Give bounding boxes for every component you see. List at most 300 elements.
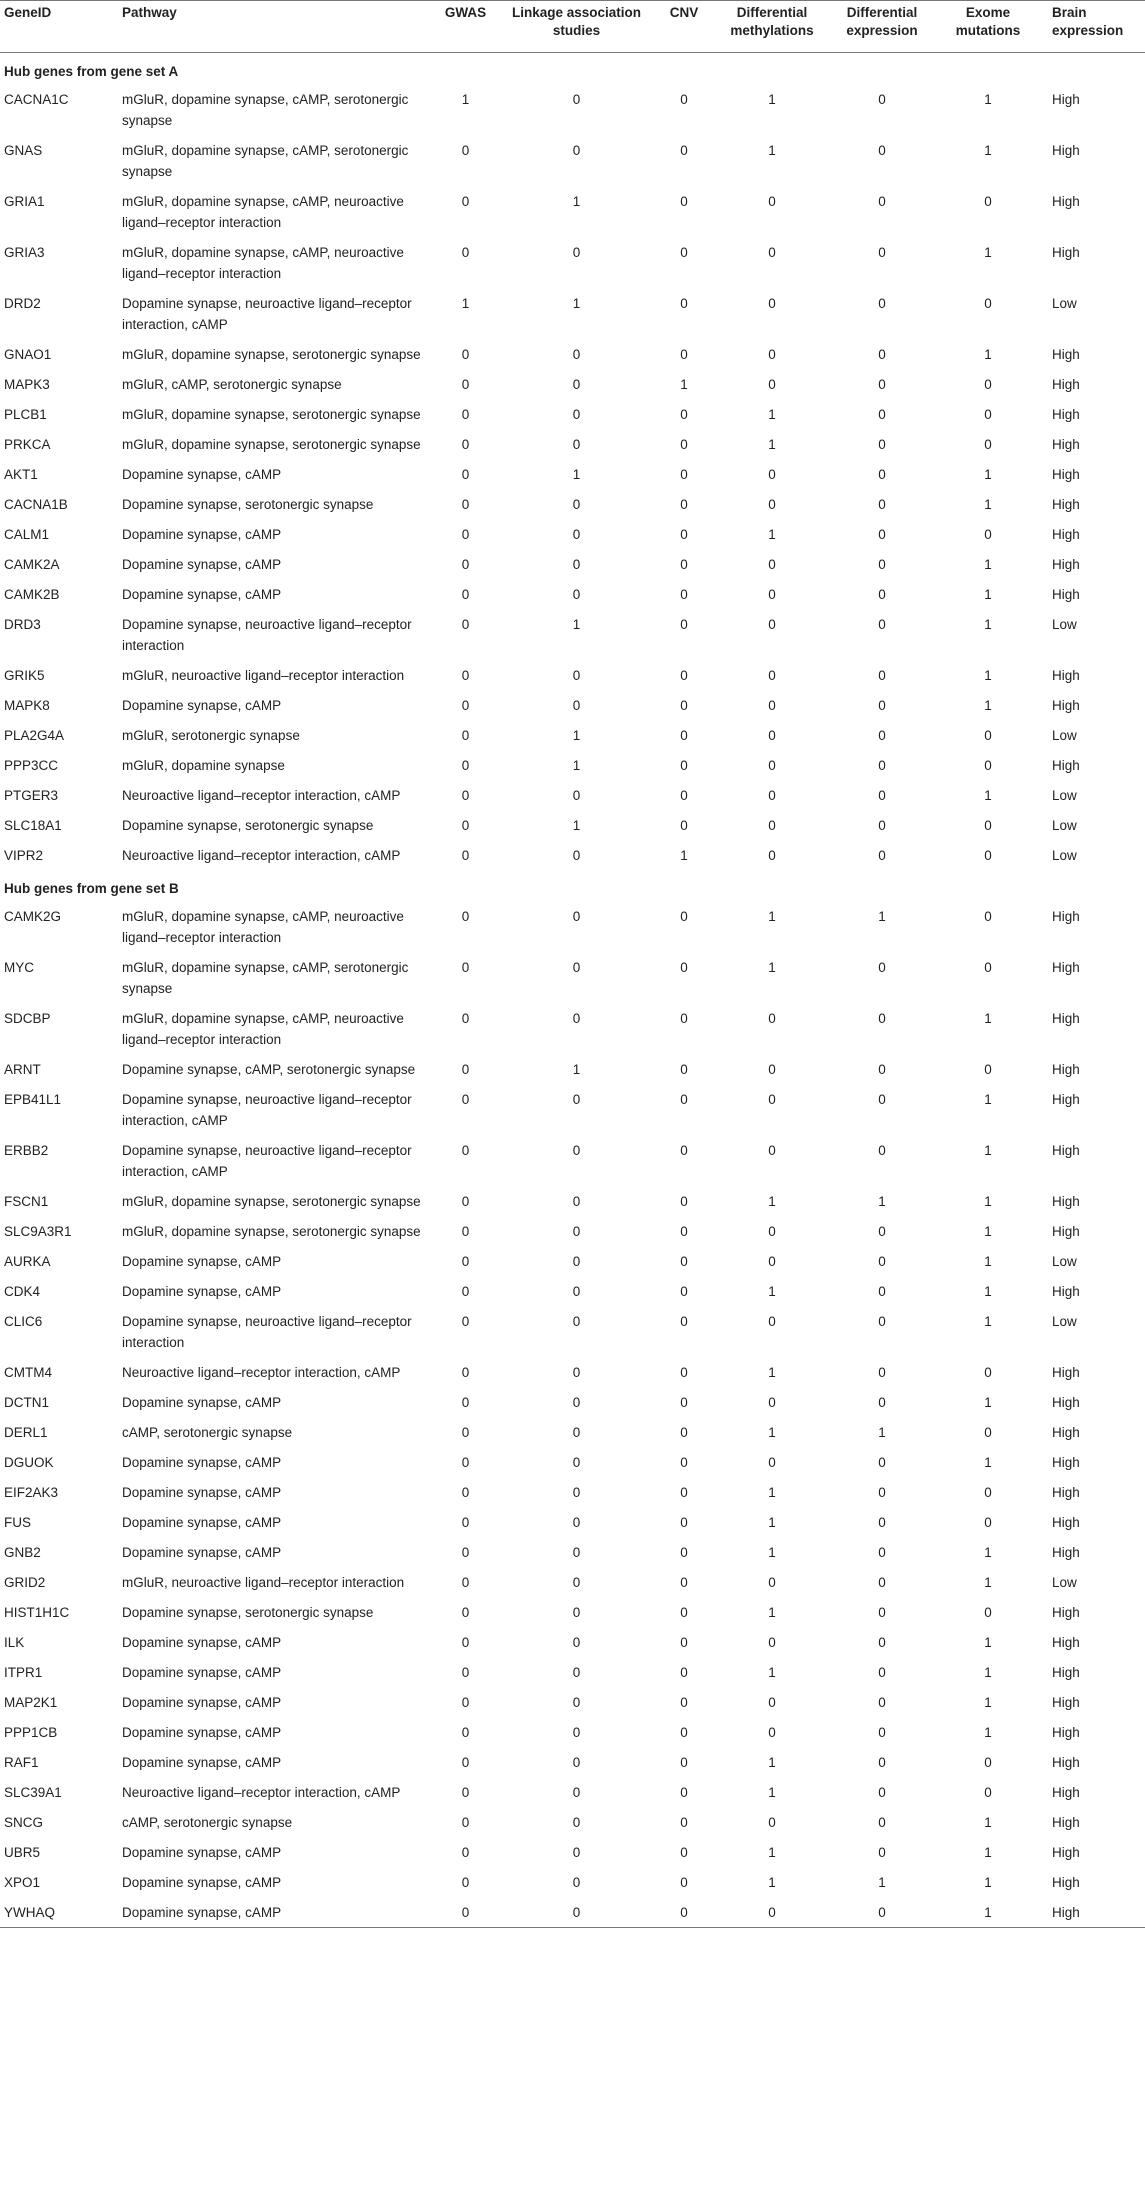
cell-linkage: 0: [572, 1845, 581, 1860]
cell-exome-mutations: 0: [984, 818, 992, 833]
cell-linkage: 0: [572, 1284, 581, 1299]
cell-brain-expression: High: [1052, 1875, 1080, 1890]
cell-pathway: mGluR, dopamine synapse, cAMP, neuroactive ligand–receptor interaction: [122, 1011, 404, 1047]
cell-gene-id: ILK: [4, 1635, 25, 1650]
cell-cnv: 0: [680, 1635, 688, 1650]
cell-gwas: 0: [461, 467, 470, 482]
cell-diff-expression: 0: [878, 1815, 886, 1830]
cell-diff-methylations: 1: [768, 1785, 776, 1800]
cell-diff-methylations: 0: [768, 587, 776, 602]
cell-diff-methylations: 0: [768, 194, 776, 209]
cell-diff-methylations: 0: [768, 1143, 776, 1158]
cell-cnv: 0: [680, 194, 688, 209]
table-row: [0, 1357, 1145, 1387]
table-row: [0, 720, 1145, 750]
cell-linkage: 0: [572, 1515, 581, 1530]
cell-gene-id: XPO1: [4, 1875, 41, 1890]
cell-gene-id: VIPR2: [4, 848, 44, 863]
cell-diff-expression: 0: [878, 1545, 886, 1560]
cell-gene-id: AKT1: [4, 467, 38, 482]
cell-gwas: 0: [461, 1224, 470, 1239]
cell-gene-id: SLC9A3R1: [4, 1224, 72, 1239]
cell-diff-expression: 0: [878, 1635, 886, 1650]
cell-diff-methylations: 0: [768, 245, 776, 260]
cell-gwas: 0: [461, 1605, 470, 1620]
cell-gwas: 0: [461, 1485, 470, 1500]
cell-brain-expression: High: [1052, 1545, 1080, 1560]
cell-diff-methylations: 0: [768, 467, 776, 482]
cell-gene-id: SDCBP: [4, 1011, 51, 1026]
table-row: [0, 1276, 1145, 1306]
cell-diff-expression: 0: [878, 437, 886, 452]
cell-pathway: Neuroactive ligand–receptor interaction, cAMP: [122, 848, 401, 863]
cell-gwas: 0: [461, 1194, 470, 1209]
cell-brain-expression: Low: [1052, 848, 1077, 863]
cell-diff-methylations: 0: [768, 497, 776, 512]
cell-cnv: 0: [680, 296, 688, 311]
cell-linkage: 0: [572, 1695, 581, 1710]
cell-linkage: 0: [572, 1194, 581, 1209]
cell-brain-expression: High: [1052, 1755, 1080, 1770]
cell-diff-expression: 1: [878, 909, 886, 924]
cell-pathway: mGluR, dopamine synapse, serotonergic synapse: [122, 437, 421, 452]
cell-gwas: 0: [461, 758, 470, 773]
cell-cnv: 0: [680, 1485, 688, 1500]
table-row: [0, 1507, 1145, 1537]
cell-diff-expression: 0: [878, 1455, 886, 1470]
cell-cnv: 0: [680, 1194, 688, 1209]
cell-pathway: Dopamine synapse, cAMP: [122, 467, 282, 482]
cell-linkage: 0: [572, 527, 581, 542]
cell-gene-id: GRID2: [4, 1575, 46, 1590]
cell-cnv: 0: [680, 587, 688, 602]
cell-brain-expression: High: [1052, 437, 1080, 452]
cell-gwas: 0: [461, 557, 470, 572]
cell-brain-expression: High: [1038, 1897, 1145, 1928]
cell-gwas: 0: [461, 1815, 470, 1830]
cell-pathway: mGluR, neuroactive ligand–receptor interaction: [122, 1575, 405, 1590]
cell-gwas: 0: [461, 527, 470, 542]
cell-diff-expression: 0: [878, 1254, 886, 1269]
cell-gene-id: PTGER3: [4, 788, 59, 803]
cell-gwas: 0: [428, 1897, 503, 1928]
cell-gene-id: UBR5: [4, 1845, 41, 1860]
cell-brain-expression: High: [1052, 1365, 1080, 1380]
cell-pathway: mGluR, dopamine synapse: [122, 758, 285, 773]
cell-gwas: 0: [461, 728, 470, 743]
table-row: [0, 1306, 1145, 1357]
cell-diff-expression: 0: [878, 1092, 886, 1107]
cell-cnv: 0: [680, 758, 688, 773]
cell-linkage: 0: [572, 848, 581, 863]
cell-diff-expression: 0: [878, 848, 886, 863]
cell-gene-id: DERL1: [4, 1425, 48, 1440]
cell-gwas: 0: [461, 788, 470, 803]
cell-diff-expression: 0: [878, 587, 886, 602]
cell-diff-methylations: 1: [768, 1875, 776, 1890]
cell-pathway: Dopamine synapse, cAMP: [122, 1515, 282, 1530]
cell-cnv: 0: [680, 467, 688, 482]
cell-linkage: 0: [572, 1224, 581, 1239]
cell-gwas: 0: [461, 245, 470, 260]
cell-diff-methylations: 1: [768, 1755, 776, 1770]
cell-exome-mutations: 0: [984, 1605, 992, 1620]
cell-gwas: 1: [461, 296, 470, 311]
cell-diff-methylations: 0: [768, 1011, 776, 1026]
cell-diff-methylations: 1: [768, 1545, 776, 1560]
cell-gene-id: FUS: [4, 1515, 31, 1530]
cell-diff-methylations: 1: [768, 407, 776, 422]
cell-diff-expression: 0: [878, 960, 886, 975]
section-header-row: [0, 870, 1145, 901]
cell-diff-methylations: 0: [768, 1725, 776, 1740]
cell-brain-expression: High: [1052, 909, 1080, 924]
cell-pathway: Dopamine synapse, neuroactive ligand–receptor interaction: [122, 1314, 412, 1350]
cell-exome-mutations: 1: [984, 617, 992, 632]
cell-diff-methylations: 0: [768, 1695, 776, 1710]
cell-gene-id: CAMK2G: [4, 909, 62, 924]
cell-gene-id: PRKCA: [4, 437, 51, 452]
cell-gwas: 0: [461, 1845, 470, 1860]
table-row: [0, 1717, 1145, 1747]
cell-gwas: 0: [461, 1635, 470, 1650]
cell-exome-mutations: 0: [984, 407, 992, 422]
cell-diff-methylations: 0: [768, 347, 776, 362]
cell-exome-mutations: 1: [984, 1695, 992, 1710]
cell-brain-expression: High: [1052, 1815, 1080, 1830]
cell-gene-id: CAMK2B: [4, 587, 60, 602]
cell-pathway: Dopamine synapse, neuroactive ligand–receptor interaction, cAMP: [122, 1092, 412, 1128]
cell-pathway: Dopamine synapse, cAMP: [122, 527, 282, 542]
cell-diff-methylations: 0: [768, 377, 776, 392]
cell-gene-id: CACNA1C: [4, 92, 69, 107]
header-cnv: CNV: [650, 1, 718, 53]
cell-cnv: 0: [680, 1062, 688, 1077]
header-gwas: GWAS: [428, 1, 503, 53]
cell-diff-expression: 0: [878, 1365, 886, 1380]
table-row: [0, 1387, 1145, 1417]
cell-diff-expression: 0: [878, 1785, 886, 1800]
cell-brain-expression: High: [1052, 467, 1080, 482]
table-row: [0, 780, 1145, 810]
cell-gwas: 0: [461, 1425, 470, 1440]
cell-brain-expression: High: [1052, 1485, 1080, 1500]
cell-gwas: 0: [461, 1365, 470, 1380]
cell-diff-methylations: 1: [768, 1425, 776, 1440]
cell-pathway: Dopamine synapse, cAMP: [122, 557, 282, 572]
cell-exome-mutations: 1: [984, 497, 992, 512]
cell-cnv: 0: [680, 1425, 688, 1440]
cell-gene-id: PLA2G4A: [4, 728, 65, 743]
table-row: [0, 1597, 1145, 1627]
cell-gwas: 0: [461, 909, 470, 924]
cell-diff-methylations: 0: [718, 1897, 826, 1928]
cell-pathway: Neuroactive ligand–receptor interaction, cAMP: [122, 1785, 401, 1800]
cell-brain-expression: High: [1052, 1695, 1080, 1710]
cell-brain-expression: Low: [1052, 617, 1077, 632]
cell-exome-mutations: 0: [984, 194, 992, 209]
header-pathway: Pathway: [118, 1, 428, 53]
cell-pathway: Dopamine synapse, cAMP: [122, 1875, 282, 1890]
cell-cnv: 0: [680, 1545, 688, 1560]
cell-gene-id: MAPK3: [4, 377, 50, 392]
cell-linkage: 0: [572, 497, 581, 512]
cell-linkage: 0: [572, 1314, 581, 1329]
cell-gwas: 0: [461, 1875, 470, 1890]
cell-exome-mutations: 1: [984, 467, 992, 482]
cell-linkage: 0: [572, 1143, 581, 1158]
cell-linkage: 0: [572, 377, 581, 392]
table-row: [0, 399, 1145, 429]
cell-cnv: 0: [680, 1875, 688, 1890]
cell-linkage: 0: [572, 437, 581, 452]
cell-brain-expression: High: [1052, 698, 1080, 713]
cell-diff-methylations: 1: [768, 1194, 776, 1209]
cell-gene-id: CMTM4: [4, 1365, 52, 1380]
cell-brain-expression: High: [1052, 1845, 1080, 1860]
cell-cnv: 0: [680, 497, 688, 512]
cell-brain-expression: High: [1052, 1605, 1080, 1620]
cell-brain-expression: High: [1052, 1194, 1080, 1209]
cell-linkage: 1: [572, 296, 581, 311]
cell-gene-id: GNAS: [4, 143, 43, 158]
cell-brain-expression: High: [1052, 1284, 1080, 1299]
cell-linkage: 0: [572, 557, 581, 572]
cell-diff-expression: 0: [878, 1665, 886, 1680]
cell-pathway: Dopamine synapse, cAMP: [122, 1284, 282, 1299]
cell-cnv: 0: [680, 407, 688, 422]
cell-diff-expression: 0: [878, 617, 886, 632]
cell-gene-id: CALM1: [4, 527, 50, 542]
cell-diff-expression: 0: [878, 1725, 886, 1740]
cell-diff-expression: 0: [878, 1845, 886, 1860]
cell-cnv: 0: [680, 1755, 688, 1770]
cell-gene-id: SNCG: [4, 1815, 44, 1830]
cell-exome-mutations: 0: [984, 1755, 992, 1770]
table-row: [0, 660, 1145, 690]
cell-diff-methylations: 0: [768, 1092, 776, 1107]
cell-diff-methylations: 0: [768, 728, 776, 743]
cell-exome-mutations: 1: [984, 245, 992, 260]
cell-diff-expression: 0: [878, 245, 886, 260]
cell-pathway: Dopamine synapse, cAMP: [122, 698, 282, 713]
cell-brain-expression: High: [1052, 758, 1080, 773]
cell-exome-mutations: 1: [984, 143, 992, 158]
cell-linkage: 0: [572, 587, 581, 602]
cell-brain-expression: Low: [1052, 728, 1077, 743]
cell-gwas: 0: [461, 437, 470, 452]
cell-brain-expression: High: [1052, 1143, 1080, 1158]
cell-linkage: 0: [572, 1665, 581, 1680]
cell-linkage: 0: [572, 1485, 581, 1500]
cell-gwas: 1: [461, 92, 470, 107]
cell-gene-id: GRIA3: [4, 245, 45, 260]
cell-diff-methylations: 0: [768, 1635, 776, 1650]
cell-linkage: 0: [572, 1605, 581, 1620]
cell-brain-expression: High: [1052, 1725, 1080, 1740]
cell-exome-mutations: 1: [984, 1254, 992, 1269]
cell-gwas: 0: [461, 1011, 470, 1026]
cell-exome-mutations: 0: [984, 1425, 992, 1440]
cell-diff-methylations: 0: [768, 1575, 776, 1590]
cell-gwas: 0: [461, 1515, 470, 1530]
cell-linkage: 0: [572, 668, 581, 683]
cell-gene-id: GNB2: [4, 1545, 41, 1560]
cell-brain-expression: Low: [1052, 788, 1077, 803]
cell-brain-expression: High: [1052, 245, 1080, 260]
cell-cnv: 0: [680, 698, 688, 713]
cell-gwas: 0: [461, 1395, 470, 1410]
cell-pathway: mGluR, dopamine synapse, cAMP, neuroactive ligand–receptor interaction: [122, 194, 404, 230]
cell-diff-expression: 0: [878, 194, 886, 209]
cell-pathway: cAMP, serotonergic synapse: [122, 1815, 293, 1830]
header-row: [0, 1, 1145, 53]
cell-gwas: 0: [461, 698, 470, 713]
cell-diff-methylations: 1: [768, 1485, 776, 1500]
cell-gwas: 0: [461, 1785, 470, 1800]
cell-gwas: 0: [461, 1092, 470, 1107]
cell-diff-expression: 1: [878, 1875, 886, 1890]
cell-diff-expression: 0: [878, 1755, 886, 1770]
cell-diff-expression: 0: [878, 1062, 886, 1077]
cell-diff-expression: 0: [878, 1395, 886, 1410]
cell-brain-expression: High: [1052, 1665, 1080, 1680]
cell-exome-mutations: 1: [984, 698, 992, 713]
cell-linkage: 1: [572, 818, 581, 833]
cell-diff-methylations: 0: [768, 1314, 776, 1329]
cell-brain-expression: Low: [1052, 1314, 1077, 1329]
cell-linkage: 0: [572, 909, 581, 924]
cell-exome-mutations: 1: [984, 1011, 992, 1026]
table-row: [0, 1747, 1145, 1777]
cell-diff-methylations: 0: [768, 1395, 776, 1410]
cell-pathway: mGluR, dopamine synapse, serotonergic synapse: [122, 347, 421, 362]
cell-gwas: 0: [461, 407, 470, 422]
cell-exome-mutations: 0: [984, 909, 992, 924]
cell-pathway: Neuroactive ligand–receptor interaction, cAMP: [122, 1365, 401, 1380]
cell-linkage: 0: [572, 1785, 581, 1800]
cell-exome-mutations: 0: [984, 377, 992, 392]
table-row: [0, 1867, 1145, 1897]
cell-diff-expression: 0: [878, 1314, 886, 1329]
cell-gene-id: DRD3: [4, 617, 41, 632]
cell-cnv: 0: [680, 1284, 688, 1299]
cell-brain-expression: High: [1052, 1785, 1080, 1800]
table-header: [0, 1, 1145, 53]
cell-linkage: 1: [572, 728, 581, 743]
cell-diff-expression: 0: [878, 527, 886, 542]
table-row: [0, 952, 1145, 1003]
cell-pathway: mGluR, serotonergic synapse: [122, 728, 300, 743]
section-title: Hub genes from gene set B: [4, 881, 179, 896]
cell-exome-mutations: 1: [984, 668, 992, 683]
cell-exome-mutations: 1: [984, 1395, 992, 1410]
cell-gene-id: YWHAQ: [0, 1897, 118, 1928]
cell-pathway: Dopamine synapse, cAMP: [118, 1897, 428, 1928]
cell-exome-mutations: 0: [984, 1365, 992, 1380]
cell-linkage: 1: [572, 1062, 581, 1077]
cell-pathway: Dopamine synapse, neuroactive ligand–receptor interaction, cAMP: [122, 296, 412, 332]
cell-gwas: 0: [461, 377, 470, 392]
cell-pathway: mGluR, dopamine synapse, cAMP, serotonergic synapse: [122, 960, 409, 996]
cell-pathway: mGluR, neuroactive ligand–receptor interaction: [122, 668, 405, 683]
table-row: [0, 1837, 1145, 1867]
cell-brain-expression: High: [1052, 407, 1080, 422]
cell-diff-expression: 0: [878, 1284, 886, 1299]
cell-cnv: 1: [680, 377, 688, 392]
cell-exome-mutations: 1: [984, 1635, 992, 1650]
cell-pathway: Neuroactive ligand–receptor interaction, cAMP: [122, 788, 401, 803]
cell-cnv: 0: [680, 788, 688, 803]
cell-cnv: 0: [680, 1224, 688, 1239]
cell-pathway: Dopamine synapse, serotonergic synapse: [122, 818, 374, 833]
table-row: [0, 840, 1145, 870]
cell-exome-mutations: 1: [984, 1092, 992, 1107]
cell-exome-mutations: 1: [984, 1545, 992, 1560]
table-row: [0, 690, 1145, 720]
cell-gene-id: MAPK8: [4, 698, 50, 713]
table-row: [0, 579, 1145, 609]
cell-gwas: 0: [461, 1725, 470, 1740]
cell-pathway: Dopamine synapse, cAMP: [122, 1725, 282, 1740]
header-diff-expression: Differential expression: [826, 1, 938, 53]
cell-diff-methylations: 0: [768, 1455, 776, 1470]
table-row: [0, 1084, 1145, 1135]
cell-gene-id: CLIC6: [4, 1314, 43, 1329]
table-row: [0, 459, 1145, 489]
cell-diff-methylations: 1: [768, 909, 776, 924]
cell-cnv: 0: [680, 909, 688, 924]
cell-diff-methylations: 0: [768, 848, 776, 863]
cell-diff-expression: 0: [878, 1695, 886, 1710]
cell-exome-mutations: 0: [984, 1515, 992, 1530]
cell-gwas: 0: [461, 1755, 470, 1770]
cell-pathway: Dopamine synapse, cAMP: [122, 587, 282, 602]
cell-gene-id: HIST1H1C: [4, 1605, 70, 1620]
cell-brain-expression: Low: [1052, 1575, 1077, 1590]
cell-gwas: 0: [461, 1665, 470, 1680]
section-title: Hub genes from gene set A: [4, 64, 179, 79]
table-row: [0, 750, 1145, 780]
cell-diff-expression: 0: [878, 407, 886, 422]
cell-pathway: mGluR, dopamine synapse, cAMP, serotonergic synapse: [122, 143, 409, 179]
cell-brain-expression: High: [1052, 587, 1080, 602]
cell-brain-expression: High: [1052, 92, 1080, 107]
table-row: [0, 1477, 1145, 1507]
cell-exome-mutations: 1: [984, 1575, 992, 1590]
cell-linkage: 0: [572, 1395, 581, 1410]
cell-brain-expression: Low: [1052, 818, 1077, 833]
cell-diff-methylations: 0: [768, 1254, 776, 1269]
cell-exome-mutations: 0: [984, 437, 992, 452]
cell-diff-expression: 0: [878, 1143, 886, 1158]
cell-gene-id: ITPR1: [4, 1665, 43, 1680]
cell-gene-id: DCTN1: [4, 1395, 50, 1410]
table-row: [0, 339, 1145, 369]
cell-exome-mutations: 0: [984, 1785, 992, 1800]
cell-gene-id: RAF1: [4, 1755, 39, 1770]
cell-brain-expression: High: [1052, 1635, 1080, 1650]
cell-exome-mutations: 1: [984, 1665, 992, 1680]
cell-gene-id: SLC18A1: [4, 818, 62, 833]
cell-pathway: Dopamine synapse, cAMP: [122, 1665, 282, 1680]
cell-diff-expression: 0: [878, 497, 886, 512]
cell-diff-expression: 0: [878, 377, 886, 392]
cell-diff-methylations: 1: [768, 527, 776, 542]
cell-linkage: 0: [572, 1755, 581, 1770]
cell-diff-methylations: 0: [768, 296, 776, 311]
cell-pathway: Dopamine synapse, cAMP: [122, 1695, 282, 1710]
